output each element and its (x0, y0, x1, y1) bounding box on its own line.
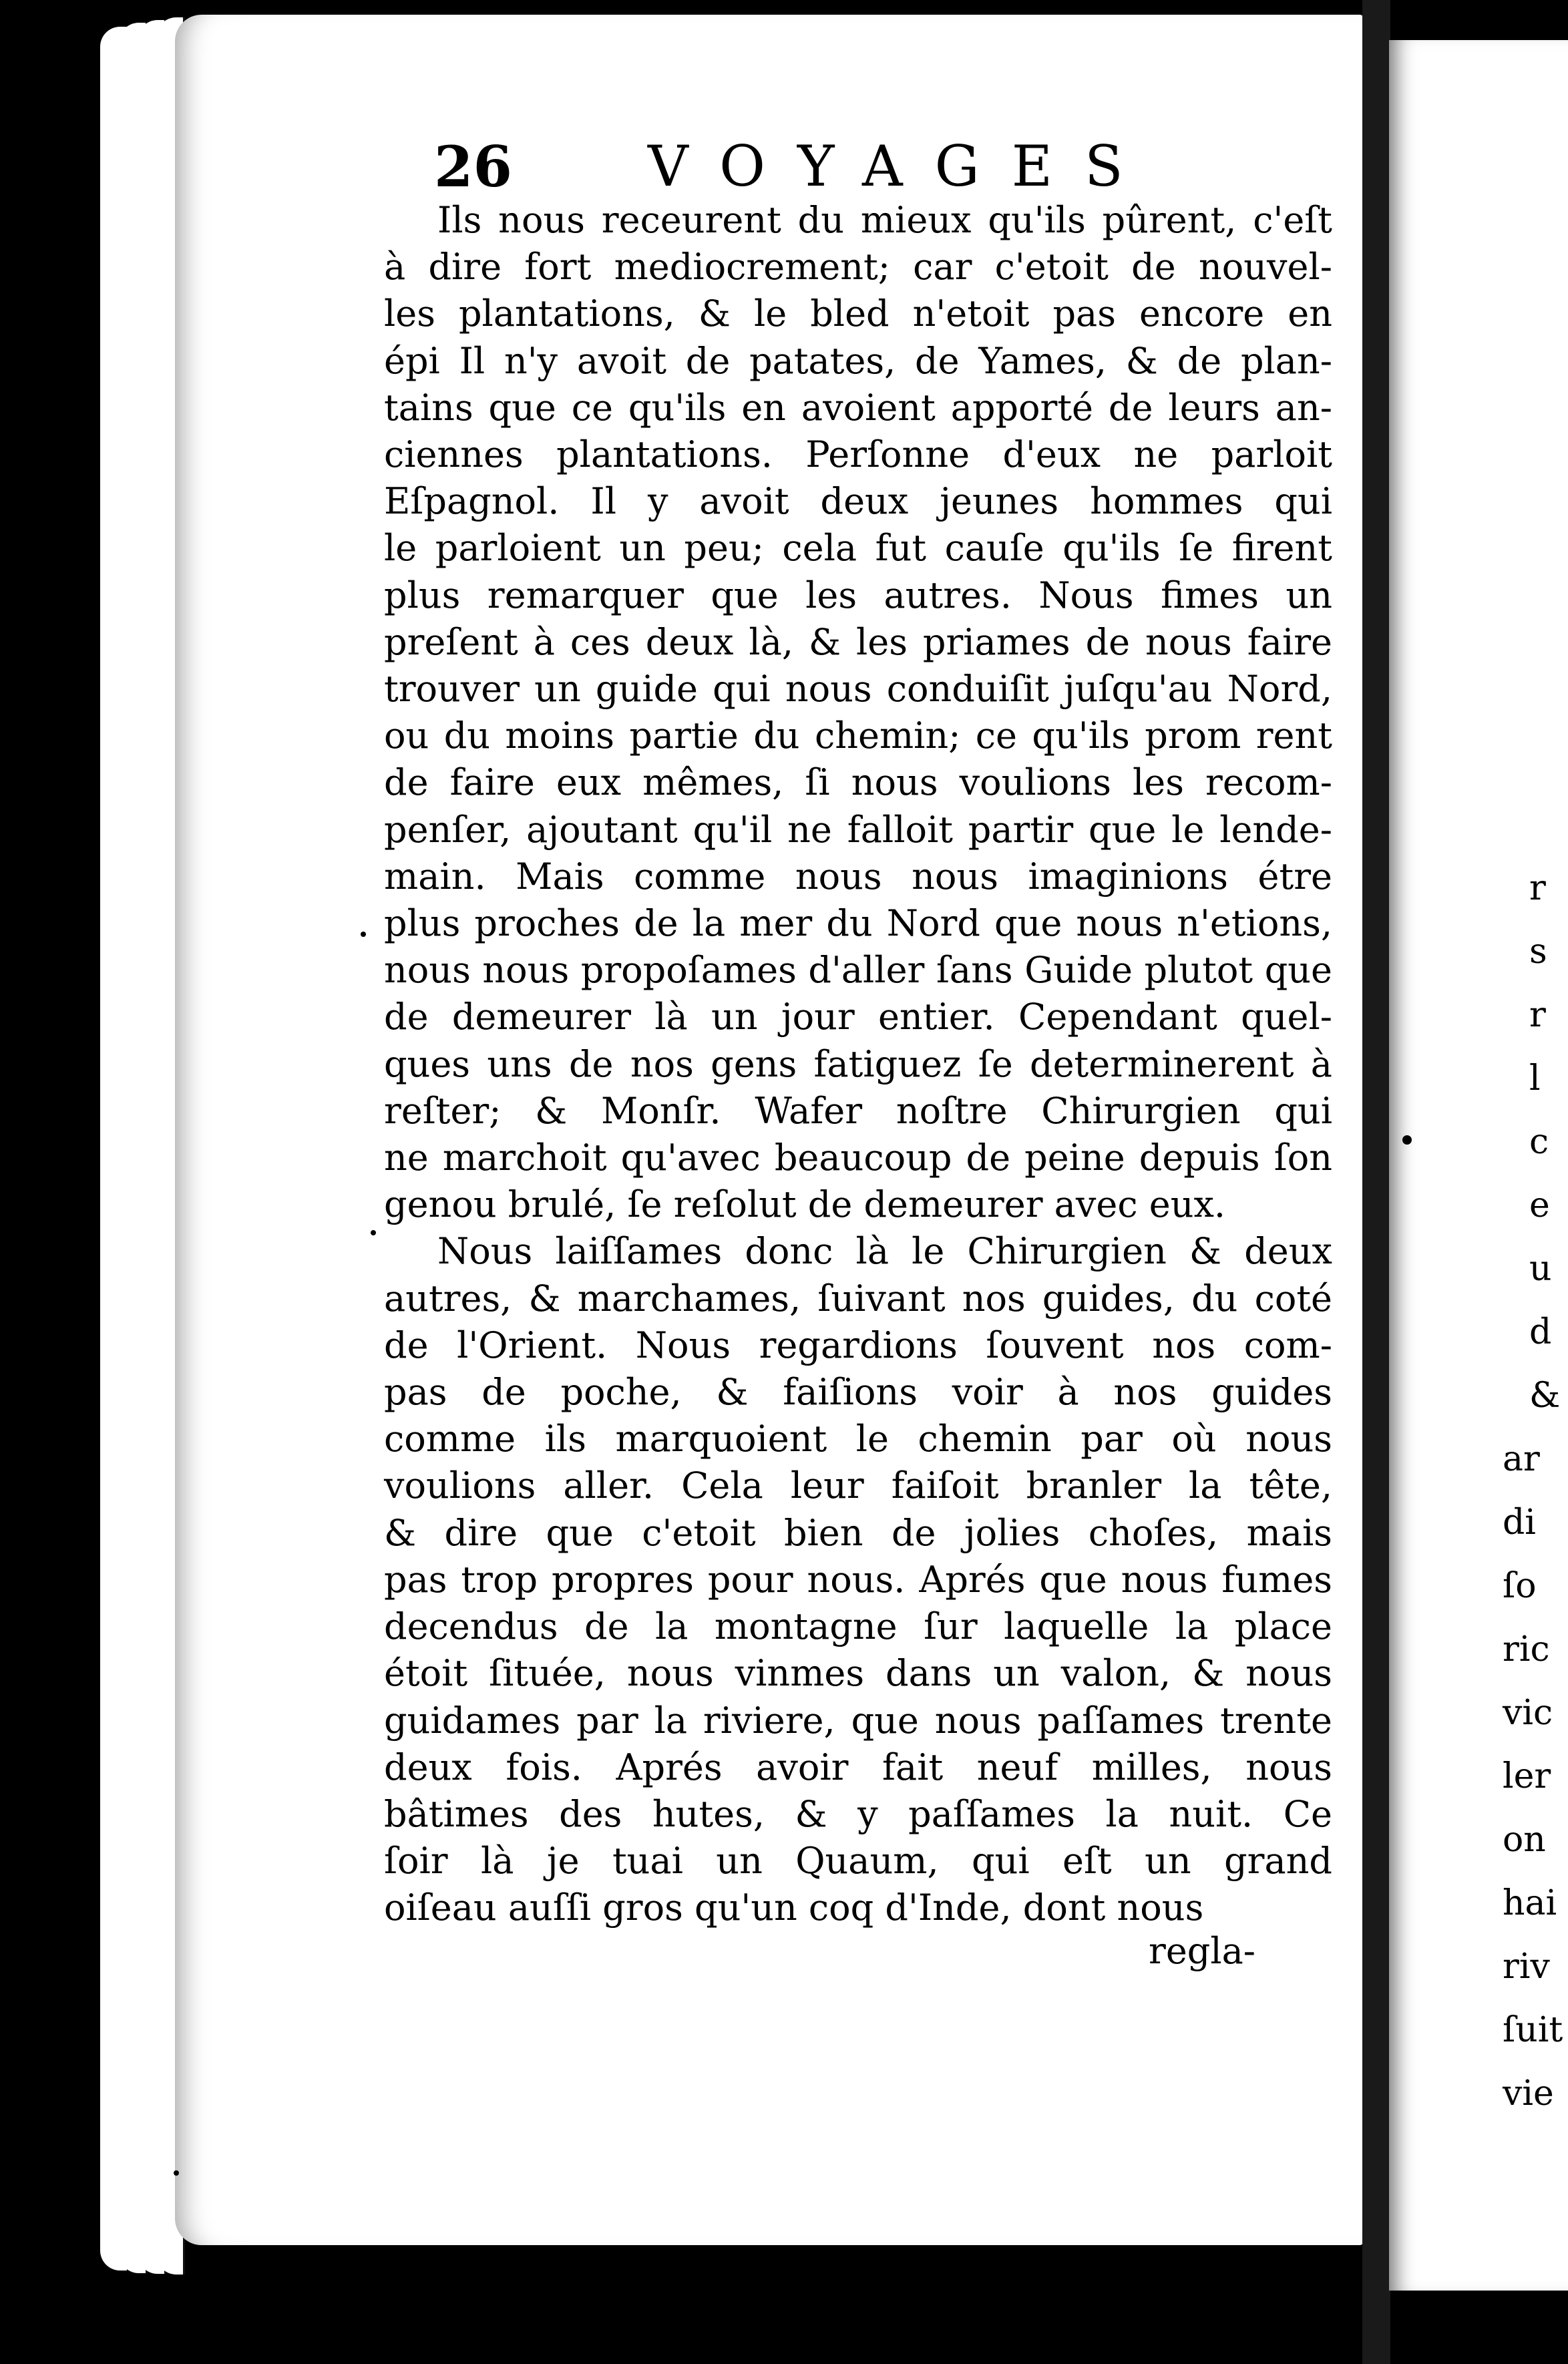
text-line: oiſeau auſſi gros qu'un coq d'Inde, dont nous (384, 1887, 1204, 1929)
text-line: genou brulé, ſe reſolut de demeurer avec eux. (384, 1183, 1226, 1226)
text-line: plus remarquer que les autres. Nous fimes un (384, 574, 1332, 616)
page-header (434, 134, 1182, 207)
text-line: & dire que c'etoit bien de jolies choſes, mais (384, 1511, 1332, 1554)
text-line: pas trop propres pour nous. Aprés que nous fumes (384, 1558, 1332, 1601)
text-line: Nous laiſſames donc là le Chirurgien & deux (437, 1230, 1332, 1273)
right-page-fragment: u (1529, 1249, 1552, 1289)
text-line: ciennes plantations. Perſonne d'eux ne parloit (384, 433, 1332, 476)
body-text (384, 197, 1332, 1932)
right-page-fragment: hai (1503, 1883, 1557, 1923)
text-line: ques uns de nos gens fatiguez ſe determinerent à (384, 1042, 1332, 1085)
text-line: Eſpagnol. Il y avoit deux jeunes hommes qui (384, 480, 1332, 523)
text-line: trouver un guide qui nous conduiſit juſqu'au Nord, (384, 668, 1332, 711)
text-line: à dire fort mediocrement; car c'etoit de nouvel- (384, 246, 1332, 288)
text-line: preſent à ces deux là, & les priames de nous faire (384, 620, 1332, 663)
right-page-fragment: vic (1503, 1693, 1553, 1733)
text-line: decendus de la montagne ſur laquelle la place (384, 1605, 1332, 1648)
text-line: reſter; & Monſr. Wafer noſtre Chirurgien qui (384, 1089, 1332, 1132)
right-page-fragment: d (1529, 1312, 1552, 1352)
text-line: tains que ce qu'ils en avoient apporté de leurs an- (384, 386, 1332, 429)
text-line: deux fois. Aprés avoir fait neuf milles, nous (384, 1746, 1332, 1788)
book-gutter (1362, 0, 1390, 2364)
text-line: plus proches de la mer du Nord que nous n'etions, (384, 902, 1332, 945)
text-line: de demeurer là un jour entier. Cependant quel- (384, 996, 1332, 1038)
text-line: le parloient un peu; cela fut cauſe qu'ils ſe firent (384, 527, 1332, 570)
right-page-fragment: ric (1503, 1629, 1550, 1669)
right-page-fragment: ſo (1503, 1566, 1537, 1606)
text-line: voulions aller. Cela leur faiſoit branler la tête, (384, 1464, 1332, 1507)
right-page-fragment: vie (1503, 2074, 1554, 2114)
ink-speck (1402, 1135, 1412, 1145)
ink-speck (174, 2170, 179, 2176)
page-number: 26 (434, 134, 512, 200)
text-line: de l'Orient. Nous regardions ſouvent nos com- (384, 1324, 1332, 1366)
text-line: ne marchoit qu'avec beaucoup de peine depuis ſon (384, 1137, 1332, 1179)
text-line: pas de poche, & faiſions voir à nos guides (384, 1371, 1332, 1414)
text-line: penſer, ajoutant qu'il ne falloit partir que le lende- (384, 808, 1332, 851)
running-head: VOYAGES (648, 134, 1155, 199)
right-page-fragment: ar (1503, 1439, 1540, 1479)
text-line: comme ils marquoient le chemin par où nous (384, 1418, 1332, 1460)
right-page-fragment: l (1529, 1058, 1541, 1099)
text-line: nous nous propoſames d'aller ſans Guide plutot que (384, 949, 1332, 992)
catchword: regla- (1149, 1930, 1256, 1972)
right-page-fragment: riv (1503, 1947, 1550, 1987)
text-line: autres, & marchames, ſuivant nos guides, du coté (384, 1277, 1332, 1320)
ink-speck (371, 1230, 376, 1235)
right-page-fragment: & (1529, 1376, 1561, 1416)
text-line: ſoir là je tuai un Quaum, qui eſt un grand (384, 1840, 1332, 1883)
right-page-fragment: r (1529, 995, 1546, 1035)
text-line: les plantations, & le bled n'etoit pas encore en (384, 292, 1332, 335)
right-page-fragment: s (1529, 932, 1547, 972)
right-page-fragment: r (1529, 868, 1546, 908)
text-line: bâtimes des hutes, & y paſſames la nuit. Ce (384, 1792, 1332, 1835)
right-page-fragment: di (1503, 1503, 1536, 1543)
text-line: Ils nous receurent du mieux qu'ils pûrent, c'eſt (437, 199, 1332, 241)
right-page-fragment: ſuit (1503, 2010, 1563, 2050)
text-line: main. Mais comme nous nous imaginions étre (384, 855, 1332, 898)
ink-speck (361, 932, 366, 937)
right-page-fragment: c (1529, 1122, 1549, 1162)
text-line: étoit ſituée, nous vinmes dans un valon, & nous (384, 1652, 1332, 1695)
text-line: épi Il n'y avoit de patates, de Yames, & de plan- (384, 339, 1332, 382)
text-line: de faire eux mêmes, ſi nous voulions les recom- (384, 761, 1332, 804)
text-line: guidames par la riviere, que nous paſſames trente (384, 1699, 1332, 1742)
text-line: ou du moins partie du chemin; ce qu'ils prom rent (384, 715, 1332, 757)
right-page-fragment: e (1529, 1185, 1550, 1225)
right-page-fragment: on (1503, 1820, 1546, 1860)
right-page-fragment: ler (1503, 1756, 1551, 1796)
